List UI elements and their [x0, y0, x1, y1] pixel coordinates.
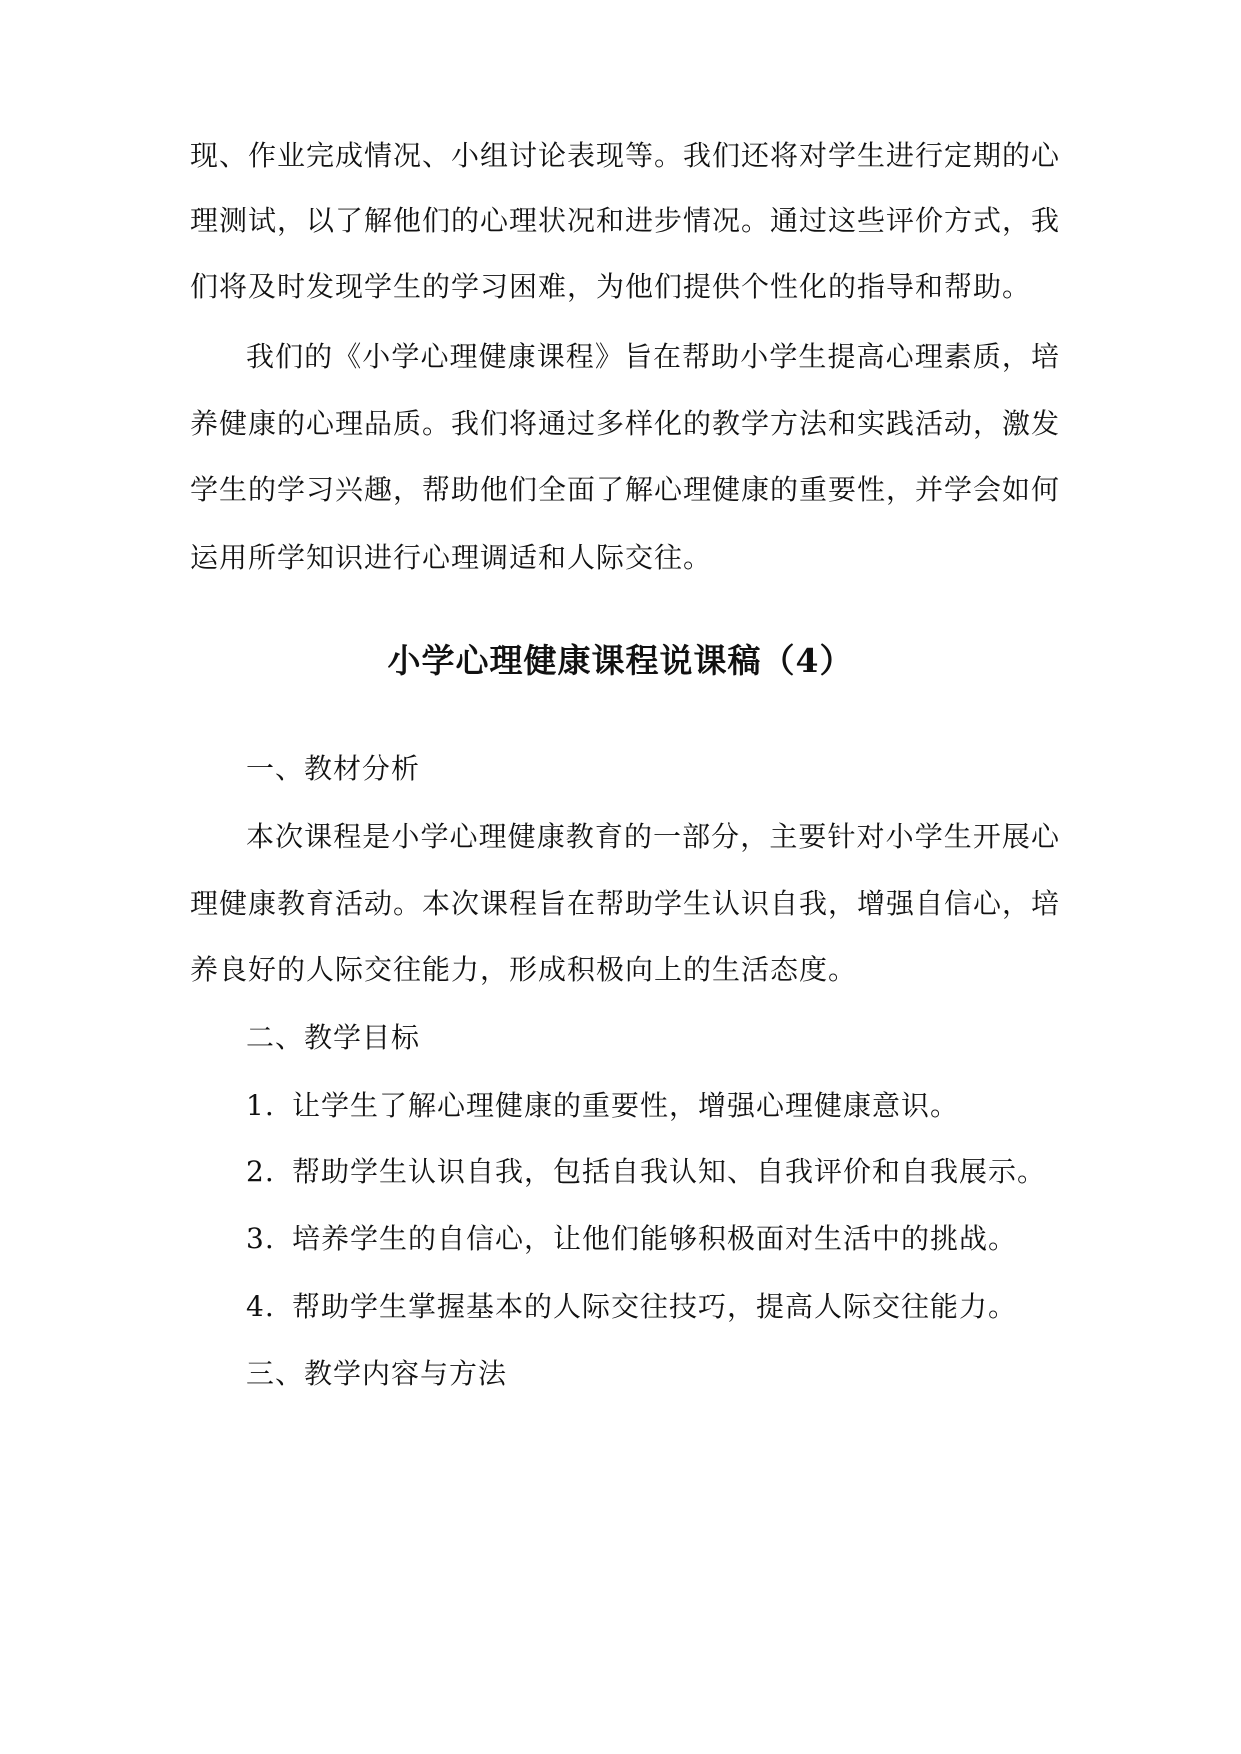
list-text: 让学生了解心理健康的重要性，增强心理健康意识。	[292, 1089, 960, 1122]
paragraph-line: 本次课程是小学心理健康教育的一部分，主要针对小学生开展心	[246, 820, 1060, 853]
section-heading: 三、教学内容与方法	[246, 1357, 508, 1390]
list-number: 4.	[246, 1290, 275, 1323]
list-number: 2.	[246, 1155, 275, 1188]
list-text: 帮助学生掌握基本的人际交往技巧，提高人际交往能力。	[292, 1290, 1018, 1323]
list-number: 3.	[246, 1222, 275, 1255]
list-number: 1.	[246, 1089, 275, 1122]
document-title: 小学心理健康课程说课稿（4）	[387, 641, 854, 680]
list-item	[246, 1287, 1060, 1327]
section-heading: 一、教材分析	[246, 752, 421, 785]
paragraph-line: 我们的《小学心理健康课程》旨在帮助小学生提高心理素质，培	[246, 340, 1060, 373]
paragraph-line: 理健康教育活动。本次课程旨在帮助学生认识自我，增强自信心，培	[190, 887, 1061, 920]
paragraph-line: 理测试，以了解他们的心理状况和进步情况。通过这些评价方式，我	[190, 204, 1061, 237]
list-text: 培养学生的自信心，让他们能够积极面对生活中的挑战。	[292, 1222, 1018, 1255]
list-item	[246, 1086, 1060, 1126]
paragraph-line: 运用所学知识进行心理调适和人际交往。	[190, 541, 713, 574]
list-text: 帮助学生认识自我，包括自我认知、自我评价和自我展示。	[292, 1155, 1047, 1188]
paragraph-line: 养健康的心理品质。我们将通过多样化的教学方法和实践活动，激发	[190, 407, 1061, 440]
paragraph-line: 们将及时发现学生的学习困难，为他们提供个性化的指导和帮助。	[190, 270, 1032, 303]
section-heading: 二、教学目标	[246, 1021, 421, 1054]
paragraph-line: 学生的学习兴趣，帮助他们全面了解心理健康的重要性，并学会如何	[190, 473, 1061, 506]
paragraph-line: 现、作业完成情况、小组讨论表现等。我们还将对学生进行定期的心	[190, 139, 1061, 172]
paragraph-line: 养良好的人际交往能力，形成积极向上的生活态度。	[190, 953, 858, 986]
list-item	[246, 1152, 1060, 1192]
list-item	[246, 1219, 1060, 1259]
